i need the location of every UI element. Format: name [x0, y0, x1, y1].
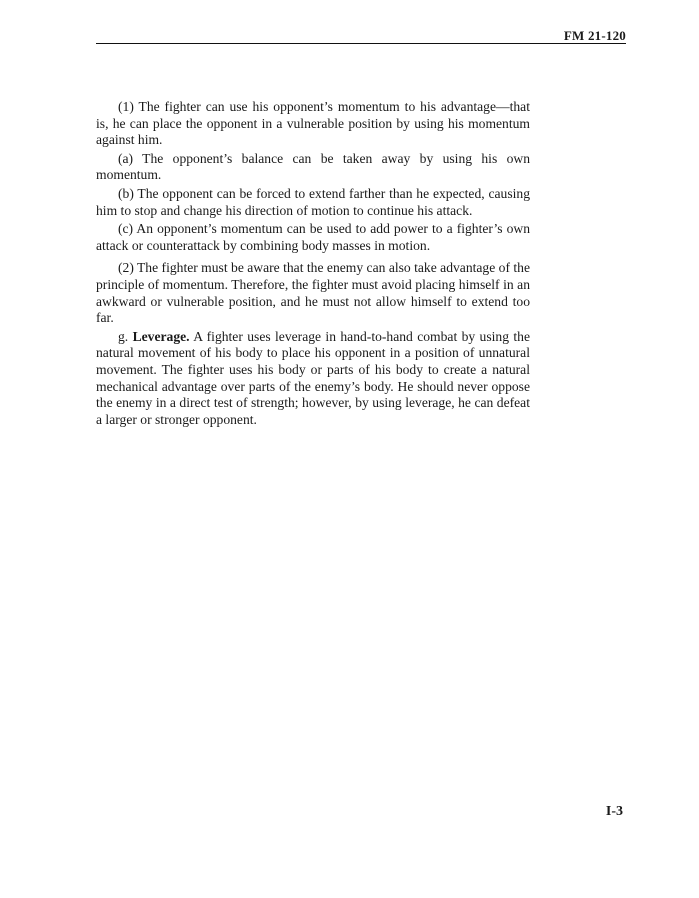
paragraph-1b: (b) The opponent can be forced to extend farther than he expected, causing him to stop and change his direction of motion to continue his attack. [96, 185, 530, 218]
leverage-label: Leverage. [132, 328, 190, 344]
body-text [96, 99, 530, 430]
leverage-text: A fighter uses leverage in hand-to-hand combat by using the natural movement of his body to place his opponent in a position of unnatural movement. The fighter uses his body or parts of his body to create a natural mechanical advantage over parts of the enemy’s body. He should never oppose the enemy in a direct test of strength; however, by using leverage, he can defeat a larger or stronger opponent. [96, 328, 530, 427]
paragraph-1: (1) The fighter can use his opponent’s momentum to his advantage—that is, he can place the opponent in a vulnerable position by using his momentum against him. [96, 99, 530, 148]
paragraph-1c: (c) An opponent’s momentum can be used to add power to a fighter’s own attack or counterattack by combining body masses in motion. [96, 221, 530, 253]
manual-code: FM 21-120 [563, 28, 626, 43]
header-rule [96, 43, 626, 44]
leverage-prefix: g. [118, 328, 129, 344]
paragraph-2: (2) The fighter must be aware that the enemy can also take advantage of the principle of momentum. Therefore, the fighter must avoid placing himself in an awkward or vulnerable position, and he must not allow himself to extend too far. [96, 260, 530, 326]
paragraph-1a: (a) The opponent’s balance can be taken away by using his own momentum. [96, 150, 530, 183]
page-number: I-3 [605, 804, 623, 819]
paragraph-leverage [96, 329, 530, 429]
